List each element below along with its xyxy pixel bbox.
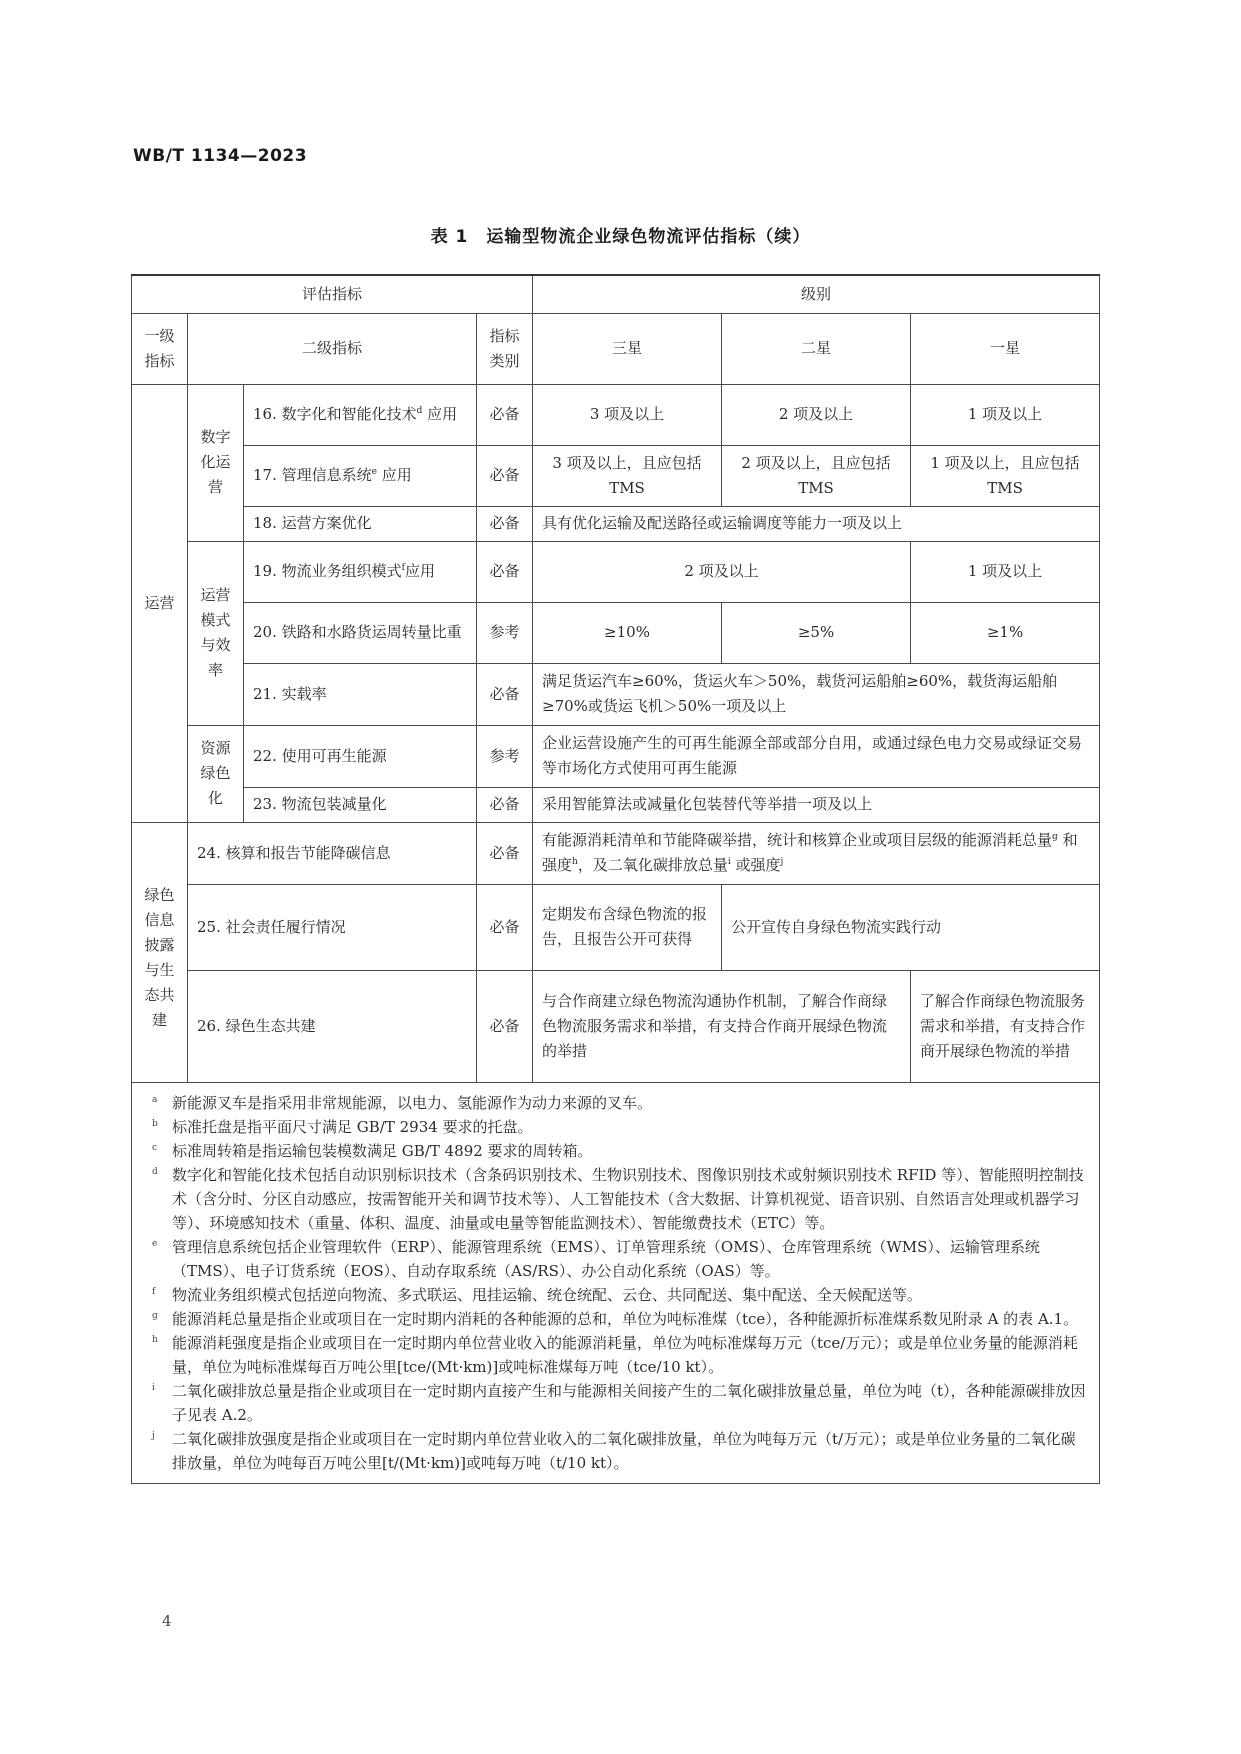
header-first-level: 一级指标 [132,313,188,384]
group-digital-ops: 数字化运营 [188,384,244,541]
notes-cell [132,1082,1100,1483]
footnote: c 标准周转箱是指运输包装模数满足 GB/T 4892 要求的周转箱。 [152,1141,593,1160]
cell-all-levels: 满足货运汽车≥60%，货运火车＞50%，载货河运船舶≥60%，载货海运船舶≥70%或货运飞机＞50%一项及以上 [533,663,1100,725]
page-number: 4 [162,1612,172,1630]
cell-three-star: 定期发布含绿色物流的报告，且报告公开可获得 [533,884,722,970]
footnote: b 标准托盘是指平面尺寸满足 GB/T 2934 要求的托盘。 [152,1117,533,1136]
indicator-name: 24. 核算和报告节能降碳信息 [188,822,477,884]
cell-one-star: ≥1% [911,602,1100,663]
indicator-name: 21. 实载率 [244,663,477,725]
table-row [132,602,1100,663]
cell-all-levels: 企业运营设施产生的可再生能源全部或部分自用，或通过绿色电力交易或绿证交易等市场化方式使用可再生能源 [533,725,1100,787]
group-operation: 运营 [132,384,188,822]
header-one-star: 一星 [911,313,1100,384]
table-row [132,822,1100,884]
indicator-type: 必备 [477,663,533,725]
indicator-name: 22. 使用可再生能源 [244,725,477,787]
header-level: 级别 [533,275,1100,313]
table-row [132,506,1100,541]
cell-all-levels: 有能源消耗清单和节能降碳举措，统计和核算企业或项目层级的能源消耗总量$^g$ 和强度$^h$，及二氧化碳排放总量$^i$ 或强度$^j$ [533,822,1100,884]
table-row [132,884,1100,970]
indicator-type: 参考 [477,725,533,787]
header-evaluation-indicator: 评估指标 [132,275,533,313]
footnote: f 物流业务组织模式包括逆向物流、多式联运、甩挂运输、统仓统配、云仓、共同配送、集中配送、全天候配送等。 [152,1285,923,1304]
cell-three-star: 3 项及以上 [533,384,722,445]
standard-code: WB/T 1134—2023 [133,146,308,166]
table-title: 表 1 运输型物流企业绿色物流评估指标（续） [430,227,811,247]
indicator-type: 必备 [477,384,533,445]
cell-one-star: 1 项及以上，且应包括 TMS [911,445,1100,506]
footnote: g 能源消耗总量是指企业或项目在一定时期内消耗的各种能源的总和，单位为吨标准煤（tce），各种能源折标准煤系数见附录 A 的表 A.1。 [152,1309,1079,1328]
indicator-type: 必备 [477,506,533,541]
table-row [132,384,1100,445]
indicator-name: 17. 管理信息系统$^e$ 应用 [244,445,477,506]
table-row [132,787,1100,822]
indicator-type: 参考 [477,602,533,663]
indicator-name: 19. 物流业务组织模式$^f$应用 [244,541,477,602]
cell-one-star: 1 项及以上 [911,541,1100,602]
table-row [132,725,1100,787]
cell-three-two-star: 2 项及以上 [533,541,911,602]
group-mode-efficiency: 运营模式与效率 [188,541,244,725]
footnote: i 二氧化碳排放总量是指企业或项目在一定时期内直接产生和与能源相关间接产生的二氧化碳排放量总量，单位为吨（t），各种能源碳排放因子见表 A.2。 [152,1381,1086,1424]
indicator-name: 18. 运营方案优化 [244,506,477,541]
footnote: h 能源消耗强度是指企业或项目在一定时期内单位营业收入的能源消耗量，单位为吨标准煤每万元（tce/万元）；或是单位业务量的能源消耗量，单位为吨标准煤每百万吨公里[tce/(Mt·km)]或吨标准煤每万吨（tce/10 kt）。 [152,1333,1078,1376]
indicator-name: 20. 铁路和水路货运周转量比重 [244,602,477,663]
table-row [132,970,1100,1082]
footnote: d 数字化和智能化技术包括自动识别标识技术（含条码识别技术、生物识别技术、图像识别技术或射频识别技术 RFID 等）、智能照明控制技术（含分时、分区自动感应，按需智能开关和调节技术等）、人工智能技术（含大数据、计算机视觉、语音识别、自然语言处理或机器学习等）、环境感知技术（重量、体积、温度、油量或电量等智能监测技术）、智能缴费技术（ETC）等。 [152,1165,1084,1232]
cell-three-two-star: 与合作商建立绿色物流沟通协作机制，了解合作商绿色物流服务需求和举措，有支持合作商开展绿色物流的举措 [533,970,911,1082]
cell-all-levels: 采用智能算法或减量化包装替代等举措一项及以上 [533,787,1100,822]
footnote: a 新能源叉车是指采用非常规能源，以电力、氢能源作为动力来源的叉车。 [152,1093,653,1112]
cell-three-star: ≥10% [533,602,722,663]
cell-two-star: 2 项及以上，且应包括 TMS [722,445,911,506]
header-three-star: 三星 [533,313,722,384]
indicator-table [131,274,1100,1484]
footnote: j 二氧化碳排放强度是指企业或项目在一定时期内单位营业收入的二氧化碳排放量，单位为吨每万元（t/万元）；或是单位业务量的二氧化碳排放量，单位为吨每百万吨公里[t/(Mt·km)]或吨每万吨（t/10 kt）。 [152,1429,1076,1472]
indicator-type: 必备 [477,541,533,602]
cell-one-star: 了解合作商绿色物流服务需求和举措，有支持合作商开展绿色物流的举措 [911,970,1100,1082]
cell-two-star: 2 项及以上 [722,384,911,445]
indicator-name: 23. 物流包装减量化 [244,787,477,822]
header-second-level: 二级指标 [188,313,477,384]
cell-one-star: 1 项及以上 [911,384,1100,445]
group-resource-green: 资源绿色化 [188,725,244,822]
indicator-type: 必备 [477,970,533,1082]
cell-three-star: 3 项及以上，且应包括 TMS [533,445,722,506]
group-disclosure: 绿色信息披露与生态共建 [132,822,188,1082]
notes-row [132,1082,1100,1483]
indicator-name: 16. 数字化和智能化技术$^d$ 应用 [244,384,477,445]
table-row [132,445,1100,506]
indicator-type: 必备 [477,787,533,822]
header-indicator-type: 指标类别 [477,313,533,384]
indicator-name: 26. 绿色生态共建 [188,970,477,1082]
indicator-type: 必备 [477,822,533,884]
header-two-star: 二星 [722,313,911,384]
indicator-name: 25. 社会责任履行情况 [188,884,477,970]
table-row [132,541,1100,602]
cell-two-one-star: 公开宣传自身绿色物流实践行动 [722,884,1100,970]
footnote: e 管理信息系统包括企业管理软件（ERP）、能源管理系统（EMS）、订单管理系统（OMS）、仓库管理系统（WMS）、运输管理系统（TMS）、电子订货系统（EOS）、自动存取系统（AS/RS）、办公自动化系统（OAS）等。 [152,1237,1040,1280]
table-row [132,663,1100,725]
cell-all-levels: 具有优化运输及配送路径或运输调度等能力一项及以上 [533,506,1100,541]
indicator-type: 必备 [477,884,533,970]
indicator-type: 必备 [477,445,533,506]
cell-two-star: ≥5% [722,602,911,663]
